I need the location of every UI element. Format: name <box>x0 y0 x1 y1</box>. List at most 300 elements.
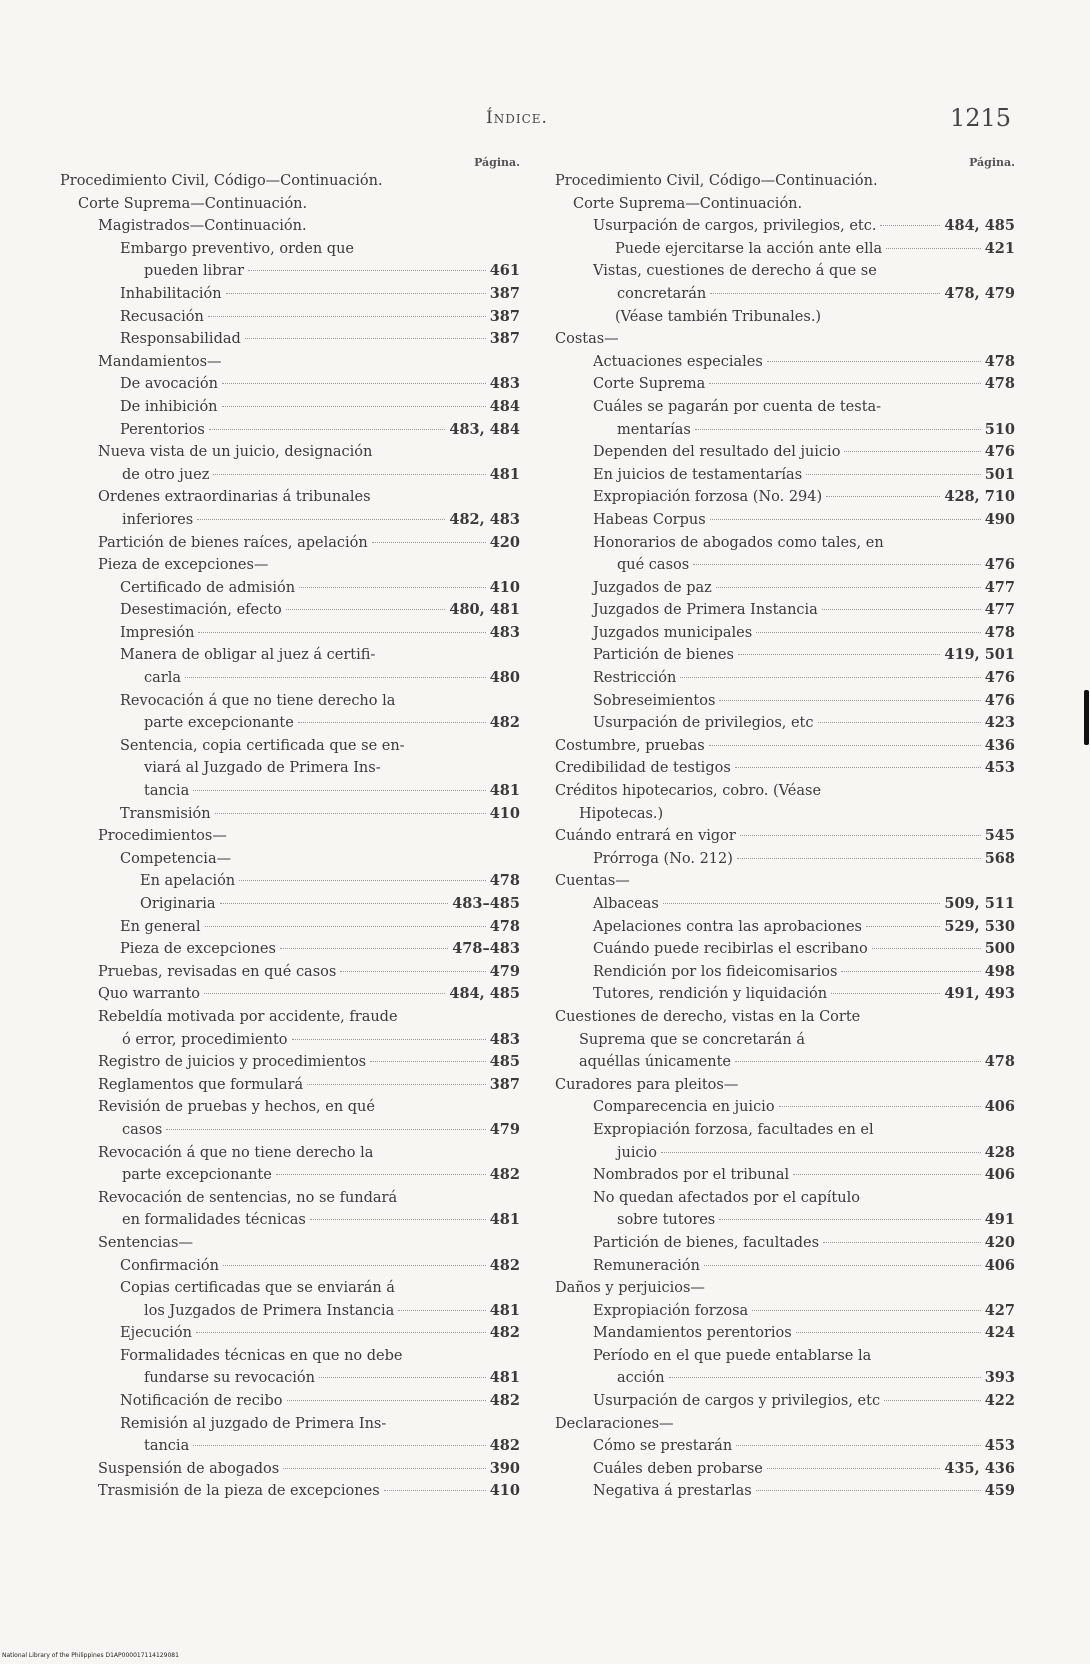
entry-text: Albaceas <box>593 896 659 912</box>
page-ref: 491 <box>984 1211 1015 1229</box>
leader-dots <box>738 654 940 655</box>
page-ref: 483, 484 <box>449 420 520 438</box>
index-entry <box>60 848 520 871</box>
page-ref: 478 <box>984 352 1015 370</box>
page-ref: 435, 436 <box>944 1459 1015 1477</box>
entry-text: Nueva vista de un juicio, designación <box>98 444 373 461</box>
index-entry <box>555 509 1015 532</box>
leader-dots <box>872 948 981 949</box>
leader-dots <box>166 1129 485 1130</box>
entry-text: Corte Suprema—Continuación. <box>573 195 803 212</box>
page-ref: 420 <box>489 533 520 551</box>
entry-text: Sobreseimientos <box>593 692 716 709</box>
entry-text: Sentencia, copia certificada que se en- <box>120 737 405 754</box>
leader-dots <box>663 903 941 904</box>
right-entry-list <box>555 170 1015 1503</box>
leader-dots <box>245 338 486 339</box>
page-ref: 421 <box>984 239 1015 257</box>
page-ref: 476 <box>984 556 1015 574</box>
index-entry <box>60 328 520 351</box>
leader-dots <box>796 1332 981 1333</box>
entry-text: Transmisión <box>120 805 211 822</box>
entry-text: Período en el que puede entablarse la <box>593 1347 872 1364</box>
page-ref: 423 <box>984 714 1015 732</box>
entry-text: casos <box>122 1121 163 1138</box>
page-ref: 476 <box>984 691 1015 709</box>
page-ref: 387 <box>489 1075 520 1093</box>
page-ref: 477 <box>984 578 1015 596</box>
index-entry <box>60 532 520 555</box>
leader-dots <box>735 767 981 768</box>
entry-text: viará al Juzgado de Primera Ins- <box>144 760 381 777</box>
index-entry <box>555 757 1015 780</box>
page-ref: 483 <box>489 1030 520 1048</box>
page-ref: 481 <box>489 1301 520 1319</box>
entry-text: Mandamientos perentorios <box>593 1325 792 1342</box>
pagina-heading: Página. <box>969 156 1015 169</box>
page-ref: 477 <box>984 601 1015 619</box>
page-ref: 453 <box>984 1437 1015 1455</box>
page-ref: 481 <box>489 1211 520 1229</box>
index-entry <box>60 825 520 848</box>
entry-text: qué casos <box>617 557 690 574</box>
index-entry <box>555 825 1015 848</box>
entry-text: Juzgados de Primera Instancia <box>593 602 818 619</box>
entry-text: Apelaciones contra las aprobaciones <box>593 918 862 935</box>
leader-dots <box>204 993 445 994</box>
entry-text: Usurpación de cargos, privilegios, etc. <box>593 218 877 235</box>
leader-dots <box>695 429 981 430</box>
index-entry <box>555 577 1015 600</box>
leader-dots <box>793 1174 981 1175</box>
index-entry <box>555 644 1015 667</box>
page-ref: 479 <box>489 1120 520 1138</box>
page-ref: 491, 493 <box>944 985 1015 1003</box>
page-ref: 393 <box>984 1369 1015 1387</box>
leader-dots <box>283 1468 486 1469</box>
entry-text: Copias certificadas que se enviarán á <box>120 1280 395 1297</box>
entry-text: sobre tutores <box>617 1212 716 1229</box>
entry-text: Originaria <box>140 896 216 912</box>
leader-dots <box>370 1061 486 1062</box>
entry-text: Sentencias— <box>98 1234 193 1251</box>
index-entry <box>555 532 1015 577</box>
page-ref: 406 <box>984 1098 1015 1116</box>
leader-dots <box>298 722 486 723</box>
entry-text: los Juzgados de Primera Instancia <box>144 1302 395 1319</box>
entry-text: Declaraciones— <box>555 1415 674 1432</box>
index-entry <box>555 396 1015 441</box>
leader-dots <box>779 1106 981 1107</box>
leader-dots <box>736 1445 981 1446</box>
leader-dots <box>884 1400 981 1401</box>
index-entry <box>60 1096 520 1141</box>
entry-text: Pieza de excepciones <box>120 941 276 958</box>
entry-text: (Véase también Tribunales.) <box>615 308 822 325</box>
left-entry-list <box>60 170 520 1503</box>
index-entry <box>60 1322 520 1345</box>
leader-dots <box>716 587 981 588</box>
page-ref: 390 <box>489 1459 520 1477</box>
page-number: 1215 <box>950 104 1012 132</box>
entry-text: Quo warranto <box>98 986 201 1003</box>
index-entry <box>60 1187 520 1232</box>
leader-dots <box>886 248 981 249</box>
index-entry <box>555 373 1015 396</box>
index-entry <box>555 486 1015 509</box>
entry-text: Revisión de pruebas y hechos, en qué <box>98 1099 375 1116</box>
index-entry <box>60 215 520 238</box>
entry-text: concretarán <box>617 285 707 302</box>
entry-text: Inhabilitación <box>120 285 222 302</box>
leader-dots <box>280 948 448 949</box>
index-entry <box>60 916 520 939</box>
page-ref: 387 <box>489 284 520 302</box>
index-entry <box>555 983 1015 1006</box>
index-entry <box>60 170 520 193</box>
page-ref: 419, 501 <box>944 646 1015 664</box>
index-entry <box>555 667 1015 690</box>
leader-dots <box>222 406 486 407</box>
leader-dots <box>398 1310 485 1311</box>
entry-text: Hipotecas.) <box>579 805 664 822</box>
index-entry <box>60 486 520 531</box>
page-ref: 478 <box>489 917 520 935</box>
entry-text: Créditos hipotecarios, cobro. (Véase <box>555 783 822 800</box>
index-entry <box>60 1458 520 1481</box>
leader-dots <box>767 1468 941 1469</box>
entry-text: Certificado de admisión <box>120 579 296 596</box>
leader-dots <box>292 1039 486 1040</box>
leader-dots <box>198 632 485 633</box>
page-ref: 483 <box>489 623 520 641</box>
entry-text: Negativa á prestarlas <box>593 1483 752 1500</box>
page-ref: 498 <box>984 962 1015 980</box>
entry-text: Rebeldía motivada por accidente, fraude <box>98 1008 398 1025</box>
index-entry <box>60 803 520 826</box>
entry-text: Registro de juicios y procedimientos <box>98 1054 367 1071</box>
entry-text: Juzgados municipales <box>593 624 753 641</box>
index-entry <box>555 961 1015 984</box>
index-entry <box>555 1255 1015 1278</box>
index-entry <box>555 780 1015 825</box>
index-entry <box>60 1413 520 1458</box>
leader-dots <box>818 722 981 723</box>
page-ref: 481 <box>489 1369 520 1387</box>
page-ref: 482 <box>489 1324 520 1342</box>
index-entry <box>60 373 520 396</box>
index-entry <box>60 238 520 283</box>
scan-footer: National Library of the Philippines D1AP000017114129081 <box>2 1652 179 1659</box>
leader-dots <box>756 1490 981 1491</box>
page-ref: 482 <box>489 1392 520 1410</box>
entry-text: Expropiación forzosa <box>593 1302 749 1319</box>
entry-text: de otro juez <box>122 466 210 483</box>
page-ref: 482 <box>489 1166 520 1184</box>
index-entry <box>60 1480 520 1503</box>
index-entry <box>555 1074 1015 1097</box>
entry-text: Nombrados por el tribunal <box>593 1167 790 1184</box>
leader-dots <box>710 293 940 294</box>
entry-text: Impresión <box>120 624 195 641</box>
leader-dots <box>185 677 486 678</box>
leader-dots <box>215 813 486 814</box>
entry-text: De avocación <box>120 376 218 393</box>
page-ref: 484, 485 <box>944 217 1015 235</box>
page-ref: 406 <box>984 1256 1015 1274</box>
page-ref: 480 <box>489 669 520 687</box>
entry-text: Curadores para pleitos— <box>555 1076 739 1093</box>
leader-dots <box>841 971 980 972</box>
entry-text: Prórroga (No. 212) <box>593 850 733 867</box>
leader-dots <box>826 496 940 497</box>
leader-dots <box>669 1377 981 1378</box>
index-entry <box>60 441 520 486</box>
entry-text: Corte Suprema—Continuación. <box>78 195 308 212</box>
page-ref: 478 <box>489 872 520 890</box>
page-ref: 420 <box>984 1233 1015 1251</box>
page-ref: 453 <box>984 759 1015 777</box>
entry-text: Expropiación forzosa, facultades en el <box>593 1121 874 1138</box>
page-ref: 545 <box>984 827 1015 845</box>
entry-text: Competencia— <box>120 850 232 867</box>
leader-dots <box>223 1265 486 1266</box>
leader-dots <box>372 542 486 543</box>
page-ref: 482, 483 <box>449 510 520 528</box>
page-ref: 482 <box>489 1256 520 1274</box>
entry-text: acción <box>617 1370 665 1387</box>
leader-dots <box>735 1061 981 1062</box>
leader-dots <box>193 790 486 791</box>
entry-text: Formalidades técnicas en que no debe <box>120 1347 403 1364</box>
index-entry <box>555 735 1015 758</box>
entry-text: Credibilidad de testigos <box>555 760 731 777</box>
index-entry <box>60 735 520 803</box>
index-entry <box>555 351 1015 374</box>
leader-dots <box>384 1490 486 1491</box>
entry-text: Restricción <box>593 670 677 687</box>
entry-text: aquéllas únicamente <box>579 1054 731 1071</box>
leader-dots <box>299 587 486 588</box>
leader-dots <box>704 1265 981 1266</box>
index-entry <box>60 1142 520 1187</box>
entry-text: pueden librar <box>144 263 245 280</box>
entry-text: Suspensión de abogados <box>98 1460 280 1477</box>
entry-text: Confirmación <box>120 1257 219 1274</box>
page-ref: 500 <box>984 940 1015 958</box>
leader-dots <box>319 1377 486 1378</box>
index-entry <box>60 938 520 961</box>
leader-dots <box>823 1242 981 1243</box>
entry-text: Reglamentos que formulará <box>98 1076 304 1093</box>
index-entry <box>60 419 520 442</box>
page-ref: 428, 710 <box>944 488 1015 506</box>
leader-dots <box>767 361 981 362</box>
entry-text: parte excepcionante <box>122 1167 272 1184</box>
entry-text: Cuáles se pagarán por cuenta de testa- <box>593 398 882 415</box>
entry-text: Usurpación de privilegios, etc <box>593 715 814 732</box>
leader-dots <box>239 880 486 881</box>
entry-text: Comparecencia en juicio <box>593 1099 775 1116</box>
page-ref: 510 <box>984 420 1015 438</box>
leader-dots <box>248 270 486 271</box>
index-entry <box>555 1096 1015 1119</box>
index-entry <box>555 1164 1015 1187</box>
leader-dots <box>719 1219 980 1220</box>
leader-dots <box>209 429 446 430</box>
entry-text: Responsabilidad <box>120 331 241 348</box>
page-ref: 478, 479 <box>944 284 1015 302</box>
entry-text: carla <box>144 670 181 687</box>
index-entry <box>60 306 520 329</box>
page-ref: 478 <box>984 623 1015 641</box>
leader-dots <box>710 519 981 520</box>
leader-dots <box>196 1332 486 1333</box>
entry-text: Rendición por los fideicomisarios <box>593 963 838 980</box>
index-entry <box>60 1074 520 1097</box>
index-entry <box>555 938 1015 961</box>
page-ref: 478 <box>984 375 1015 393</box>
index-entry <box>60 1051 520 1074</box>
index-entry <box>555 1458 1015 1481</box>
leader-dots <box>709 745 981 746</box>
entry-text: Perentorios <box>120 421 205 438</box>
index-entry <box>60 690 520 735</box>
page-ref: 490 <box>984 510 1015 528</box>
entry-text: Vistas, cuestiones de derecho á que se <box>593 263 877 280</box>
right-column <box>555 155 1015 1503</box>
entry-text: Daños y perjuicios— <box>555 1280 705 1297</box>
index-entry <box>555 1232 1015 1255</box>
entry-text: juicio <box>617 1144 657 1161</box>
index-entry <box>555 712 1015 735</box>
entry-text: No quedan afectados por el capítulo <box>593 1189 860 1206</box>
page-ref: 509, 511 <box>944 895 1015 912</box>
page-ref: 483 <box>489 375 520 393</box>
entry-text: Cuentas— <box>555 873 630 890</box>
leader-dots <box>806 474 981 475</box>
entry-text: Dependen del resultado del juicio <box>593 444 841 461</box>
entry-text: Revocación á que no tiene derecho la <box>98 1144 374 1161</box>
index-entry <box>60 283 520 306</box>
index-entry <box>555 1187 1015 1232</box>
leader-dots <box>193 1445 486 1446</box>
index-entry <box>555 1390 1015 1413</box>
index-entry <box>60 644 520 689</box>
entry-text: Trasmisión de la pieza de excepciones <box>98 1483 380 1500</box>
index-entry <box>60 396 520 419</box>
entry-text: Desestimación, efecto <box>120 602 282 619</box>
page-ref: 478–483 <box>452 940 520 958</box>
entry-text: tancia <box>144 1438 190 1455</box>
index-entry <box>555 893 1015 916</box>
page-ref: 424 <box>984 1324 1015 1342</box>
index-entry <box>555 215 1015 238</box>
page-ref: 529, 530 <box>944 917 1015 935</box>
page-ref: 406 <box>984 1166 1015 1184</box>
index-entry <box>60 599 520 622</box>
index-entry <box>60 1232 520 1255</box>
page-ref: 478 <box>984 1053 1015 1071</box>
entry-text: Partición de bienes raíces, apelación <box>98 534 368 551</box>
entry-text: Remuneración <box>593 1257 700 1274</box>
entry-text: inferiores <box>122 511 194 528</box>
entry-text: Usurpación de cargos y privilegios, etc <box>593 1393 881 1410</box>
leader-dots <box>197 519 445 520</box>
index-entry <box>60 961 520 984</box>
page-ref: 410 <box>489 1482 520 1500</box>
index-entry <box>555 1322 1015 1345</box>
entry-text: fundarse su revocación <box>144 1370 315 1387</box>
index-entry <box>60 1006 520 1051</box>
index-entry <box>555 1006 1015 1074</box>
leader-dots <box>276 1174 486 1175</box>
page-ref: 484, 485 <box>449 985 520 1003</box>
leader-dots <box>310 1219 486 1220</box>
index-entry <box>555 464 1015 487</box>
entry-text: Costas— <box>555 331 619 348</box>
entry-text: Cómo se prestarán <box>593 1438 733 1455</box>
entry-text: En juicios de testamentarías <box>593 466 803 483</box>
page-ref: 480, 481 <box>449 601 520 619</box>
entry-text: Cuándo puede recibirlas el escribano <box>593 941 868 958</box>
page-ref: 422 <box>984 1392 1015 1410</box>
leader-dots <box>213 474 485 475</box>
leader-dots <box>719 700 980 701</box>
page-ref: 482 <box>489 1437 520 1455</box>
index-entry <box>555 441 1015 464</box>
entry-text: Ejecución <box>120 1325 192 1342</box>
leader-dots <box>844 451 980 452</box>
index-entry <box>60 893 520 916</box>
index-entry <box>555 690 1015 713</box>
page-ref: 483–485 <box>452 895 520 912</box>
leader-dots <box>737 858 981 859</box>
leader-dots <box>287 1400 486 1401</box>
scan-edge-mark <box>1084 690 1089 745</box>
running-title: Índice. <box>486 108 548 128</box>
entry-text: Juzgados de paz <box>593 579 712 596</box>
index-entry <box>555 599 1015 622</box>
leader-dots <box>752 1310 981 1311</box>
leader-dots <box>220 903 449 904</box>
leader-dots <box>831 993 940 994</box>
index-entry <box>60 577 520 600</box>
page-ref: 568 <box>984 849 1015 867</box>
index-entry <box>555 306 1015 329</box>
entry-text: Recusación <box>120 308 204 325</box>
entry-text: Ordenes extraordinarias á tribunales <box>98 489 371 506</box>
entry-text: ó error, procedimiento <box>122 1031 288 1048</box>
index-entry <box>555 1480 1015 1503</box>
entry-text: Costumbre, pruebas <box>555 737 705 754</box>
entry-text: Embargo preventivo, orden que <box>120 240 354 257</box>
index-entry <box>60 983 520 1006</box>
left-column <box>60 155 520 1503</box>
index-entry <box>60 622 520 645</box>
index-entry <box>60 193 520 216</box>
leader-dots <box>205 926 486 927</box>
entry-text: Procedimientos— <box>98 828 227 845</box>
leader-dots <box>661 1152 981 1153</box>
entry-text: De inhibición <box>120 398 218 415</box>
entry-text: Tutores, rendición y liquidación <box>593 986 828 1003</box>
entry-text: en formalidades técnicas <box>122 1212 306 1229</box>
index-entry <box>60 1390 520 1413</box>
page-ref: 476 <box>984 443 1015 461</box>
index-entry <box>60 554 520 577</box>
entry-text: Pruebas, revisadas en qué casos <box>98 963 337 980</box>
